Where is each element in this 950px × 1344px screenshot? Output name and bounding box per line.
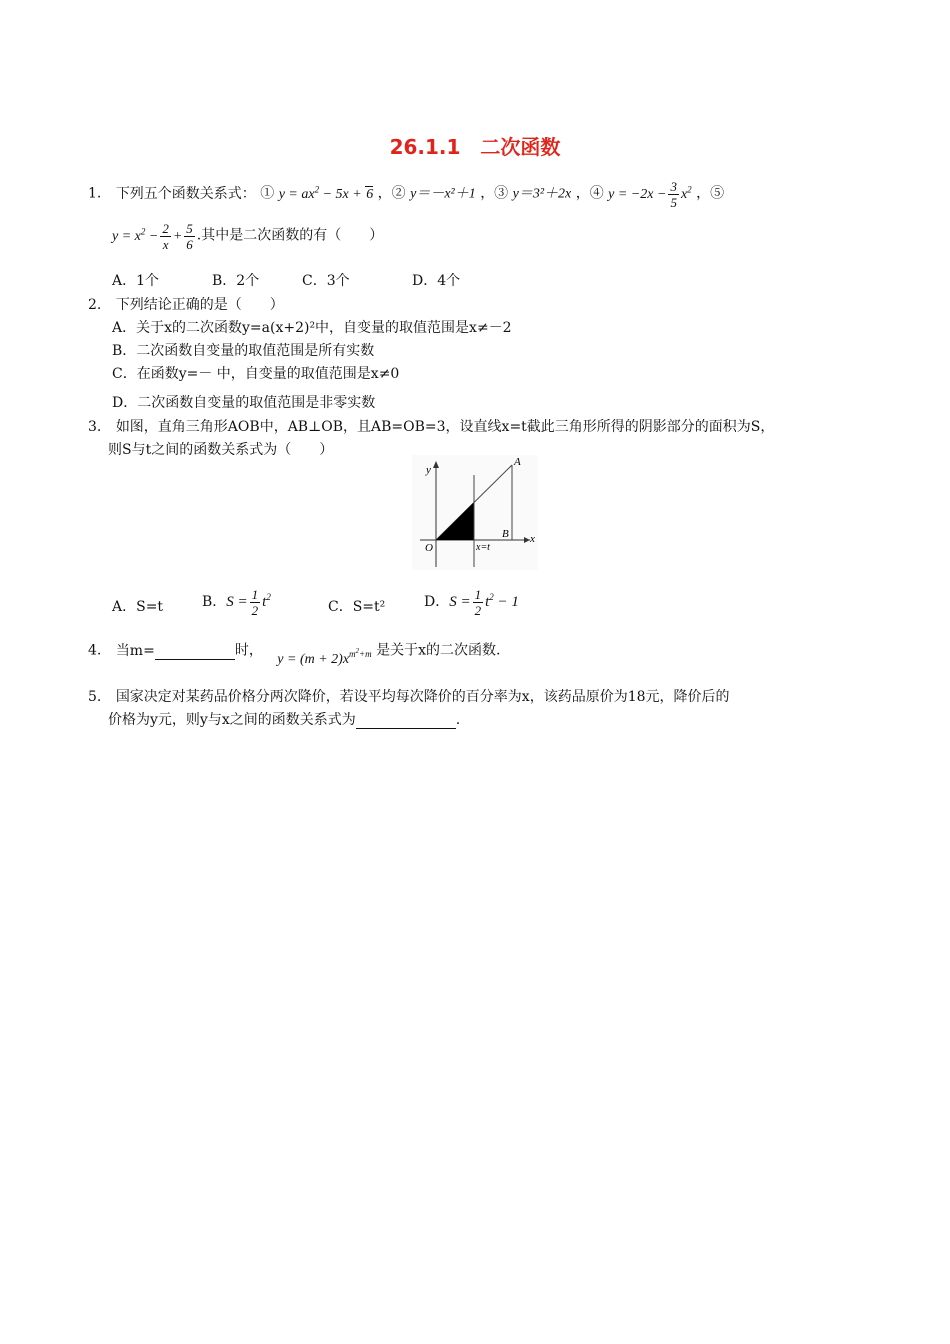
question-2-option-b: B．二次函数自变量的取值范围是所有实数 xyxy=(112,343,375,359)
option-b-label: B． xyxy=(202,593,227,610)
question-3-line1 xyxy=(88,416,774,436)
question-3-option-b xyxy=(202,588,271,617)
question-1-line2 xyxy=(112,222,383,251)
question-1-tail: .其中是二次函数的有（ ） xyxy=(196,227,384,244)
question-4-post: 是关于x的二次函数. xyxy=(376,642,501,659)
formula-2: y＝－x²＋1 xyxy=(410,186,476,202)
question-3-line2: 则S与t之间的函数关系式为（ ） xyxy=(108,442,334,458)
question-2-option-a: A．关于x的二次函数y=a(x+2)²中，自变量的取值范围是x≠－2 xyxy=(112,320,512,336)
question-1-option-c: C．3个 xyxy=(302,273,350,289)
formula-5: $y = x^2$ − $\frac{2}{x}$ + $\frac{5}{6}$ xyxy=(112,221,193,252)
question-2-stem: 下列结论正确的是（ ） xyxy=(115,297,284,313)
question-1-line1 xyxy=(88,180,724,209)
option-d-label: D． xyxy=(424,593,450,610)
formula-3-label: ，③ xyxy=(480,185,509,202)
question-3-option-a: A．S=t xyxy=(112,599,164,615)
formula-4: y = −2x − $\frac{3}{5}$ $x^2$ xyxy=(608,179,692,210)
question-4-number: 4. xyxy=(88,642,102,659)
x-axis-label: x xyxy=(530,533,535,545)
question-1-option-b: B．2个 xyxy=(212,273,260,289)
question-5-blank[interactable] xyxy=(356,712,456,729)
question-1-option-d: D．4个 xyxy=(412,273,461,289)
option-d-formula: S = $\frac{1}{2}$ $t^2 - 1$ xyxy=(449,587,519,618)
question-3-number: 3. xyxy=(88,419,102,435)
question-4-mid: 时， xyxy=(234,642,263,659)
question-1-option-a: A．1个 xyxy=(112,273,160,289)
formula-3: y＝3²＋2x xyxy=(512,186,572,202)
option-b-formula: S = $\frac{1}{2}$ $t^2$ xyxy=(226,587,271,618)
question-5-text-1: 国家决定对某药品价格分两次降价，若设平均每次降价的百分率为x，该药品原价为18元，降价后的 xyxy=(115,689,730,705)
question-4-formula: $y = (m + 2)x^{m^2+m}$ xyxy=(277,647,372,667)
question-4-line xyxy=(88,639,501,667)
formula-4-label: ，④ xyxy=(575,185,604,202)
question-5-text-2: 价格为y元，则y与x之间的函数关系式为 xyxy=(108,712,356,728)
question-4-pre: 当m= xyxy=(115,642,155,659)
question-1-number: 1. xyxy=(88,185,102,202)
formula-1-label: ① xyxy=(260,185,275,202)
formula-1: $y = ax^2 - 5x + 6$ xyxy=(278,184,374,202)
question-3-option-c: C．S=t² xyxy=(328,599,386,615)
question-2-stem-line xyxy=(88,294,284,314)
question-2-option-c: C．在函数y=－ 中，自变量的取值范围是x≠0 xyxy=(112,366,400,382)
formula-5-label: ，⑤ xyxy=(696,185,725,202)
y-axis-label: y xyxy=(426,464,431,476)
question-1-stem: 下列五个函数关系式： xyxy=(115,185,256,202)
page-title: 26.1.1 二次函数 xyxy=(389,135,561,159)
question-4-blank[interactable] xyxy=(155,643,235,660)
point-b-label: B xyxy=(502,528,509,540)
question-2-option-d: D．二次函数自变量的取值范围是非零实数 xyxy=(112,395,376,411)
question-5-line2 xyxy=(108,709,460,729)
line-x-t-label: x=t xyxy=(476,542,490,553)
point-a-label: A xyxy=(514,456,521,468)
question-2-number: 2. xyxy=(88,297,102,313)
triangle-figure xyxy=(412,455,538,570)
question-5-line1 xyxy=(88,686,730,706)
origin-label: O xyxy=(425,542,433,554)
question-5-end: . xyxy=(455,712,461,728)
question-3-text-1: 如图，直角三角形AOB中，AB⊥OB，且AB=OB=3，设直线x=t截此三角形所得的阴影部分的面积为S， xyxy=(115,419,775,435)
question-5-number: 5. xyxy=(88,689,102,705)
formula-2-label: ，② xyxy=(377,185,406,202)
question-3-option-d xyxy=(424,588,519,617)
